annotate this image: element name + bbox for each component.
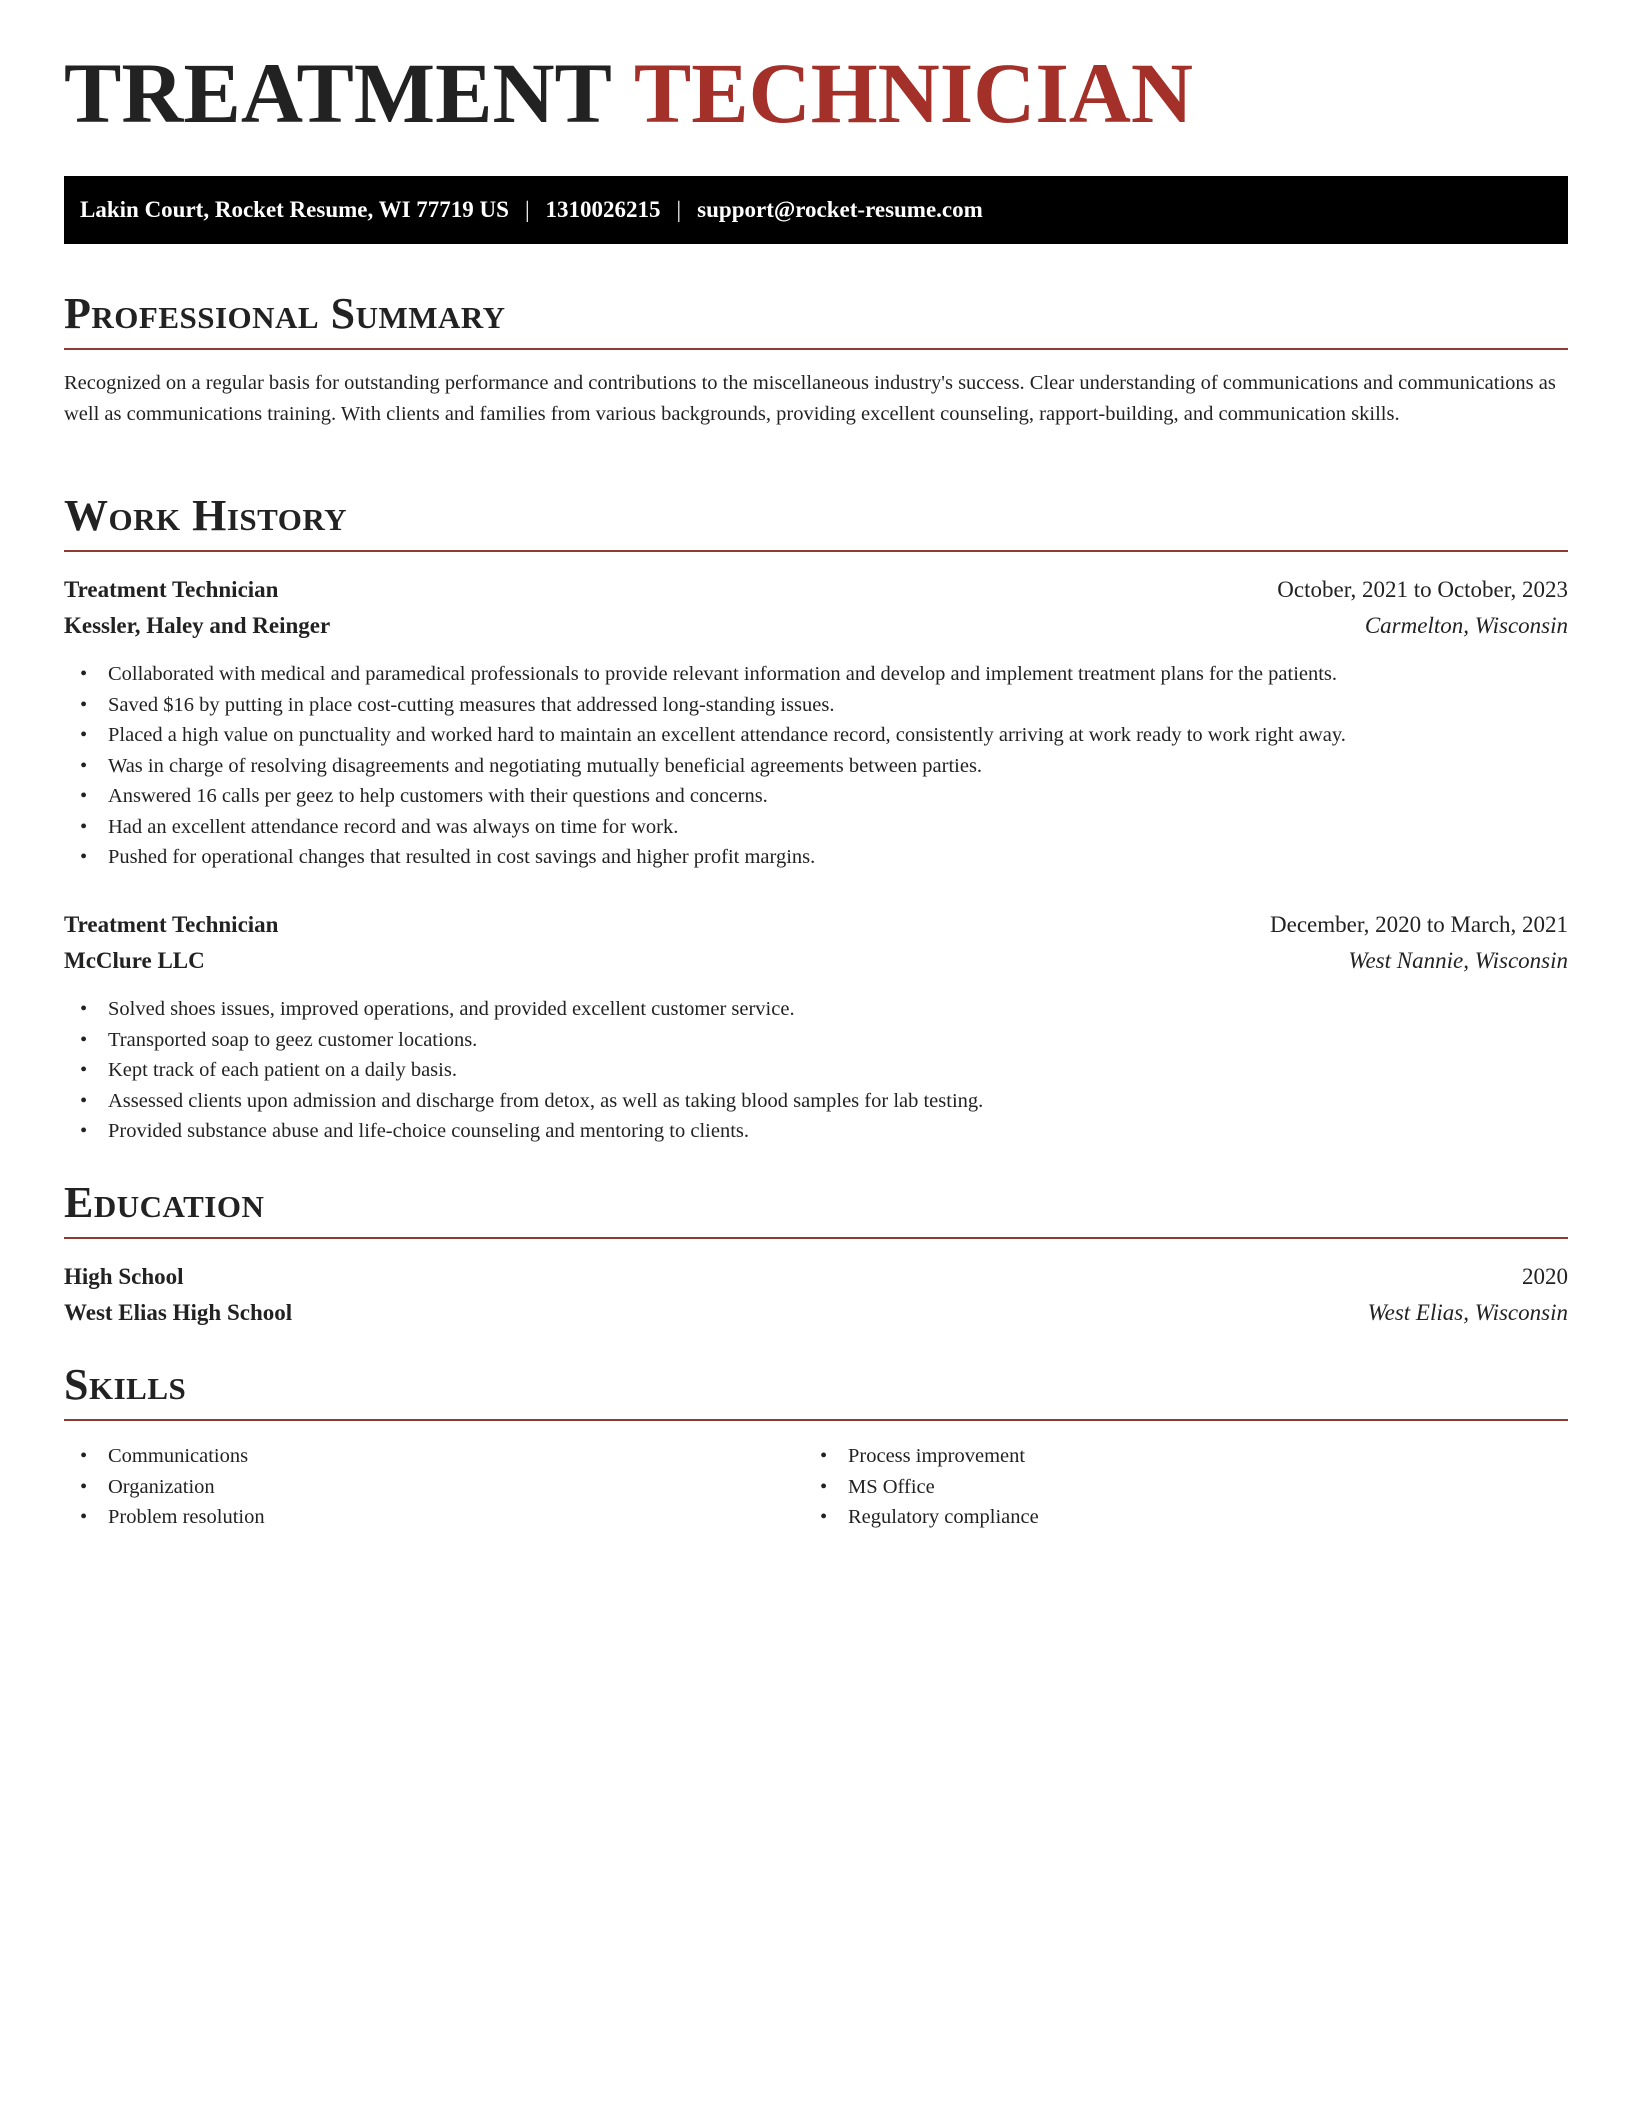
list-item: • Assessed clients upon admission and discharge from detox, as well as taking blood samples for lab testing.	[64, 1086, 1568, 1117]
contact-phone[interactable]: 1310026215	[545, 197, 661, 222]
list-item: • Had an excellent attendance record and was always on time for work.	[64, 812, 1568, 843]
job-subheader-2	[64, 949, 1568, 972]
list-item: • Saved $16 by putting in place cost-cutting measures that addressed long-standing issues.	[64, 690, 1568, 721]
job-subheader-1	[64, 614, 1568, 637]
section-divider	[64, 348, 1568, 350]
job-dates: October, 2021 to October, 2023	[1277, 577, 1568, 602]
list-item: • Collaborated with medical and paramedical professionals to provide relevant information and develop and implement treatment plans for the patients.	[64, 659, 1568, 690]
job-header-2	[64, 913, 1568, 936]
section-title-skills: Skills	[64, 1360, 187, 1409]
name-first: TREATMENT	[64, 45, 612, 141]
section-divider	[64, 1419, 1568, 1421]
skill-item: • Regulatory compliance	[804, 1502, 1632, 1533]
job-company: McClure LLC	[64, 948, 205, 973]
skill-item: • Communications	[64, 1441, 1568, 1472]
contact-address: Lakin Court, Rocket Resume, WI 77719 US	[80, 197, 509, 222]
education-location: West Elias, Wisconsin	[1367, 1300, 1568, 1325]
education-header	[64, 1265, 1568, 1288]
job-header-1	[64, 578, 1568, 601]
resume-name	[64, 45, 1194, 141]
education-degree: High School	[64, 1264, 184, 1289]
section-divider	[64, 1237, 1568, 1239]
skill-item: • Organization	[64, 1472, 1568, 1503]
education-year: 2020	[1522, 1264, 1568, 1289]
education-school: West Elias High School	[64, 1300, 293, 1325]
contact-separator: |	[676, 197, 682, 222]
name-last: TECHNICIAN	[633, 45, 1194, 141]
job-location: Carmelton, Wisconsin	[1364, 613, 1568, 638]
job-bullets-2	[64, 994, 1568, 1147]
section-title-education: Education	[64, 1178, 265, 1227]
list-item: • Kept track of each patient on a daily basis.	[64, 1055, 1568, 1086]
skill-item: • Problem resolution	[64, 1502, 1568, 1533]
education-subheader	[64, 1301, 1568, 1324]
job-role: Treatment Technician	[64, 577, 279, 602]
job-role: Treatment Technician	[64, 912, 279, 937]
contact-email[interactable]: support@rocket-resume.com	[697, 197, 983, 222]
list-item: • Transported soap to geez customer locations.	[64, 1025, 1568, 1056]
list-item: • Provided substance abuse and life-choice counseling and mentoring to clients.	[64, 1116, 1568, 1147]
list-item: • Was in charge of resolving disagreements and negotiating mutually beneficial agreements between parties.	[64, 751, 1568, 782]
skills-list-right	[804, 1441, 1632, 1533]
skill-item: • MS Office	[804, 1472, 1632, 1503]
job-dates: December, 2020 to March, 2021	[1270, 912, 1568, 937]
job-location: West Nannie, Wisconsin	[1348, 948, 1568, 973]
contact-bar	[64, 176, 1568, 244]
section-title-summary: Professional Summary	[64, 289, 506, 338]
skill-item: • Process improvement	[804, 1441, 1632, 1472]
job-bullets-1	[64, 659, 1568, 873]
list-item: • Placed a high value on punctuality and worked hard to maintain an excellent attendance record, consistently arriving at work ready to work right away.	[64, 720, 1568, 751]
list-item: • Pushed for operational changes that resulted in cost savings and higher profit margins.	[64, 842, 1568, 873]
job-company: Kessler, Haley and Reinger	[64, 613, 331, 638]
list-item: • Answered 16 calls per geez to help customers with their questions and concerns.	[64, 781, 1568, 812]
section-title-work-history: Work History	[64, 491, 348, 540]
section-divider	[64, 550, 1568, 552]
summary-text: Recognized on a regular basis for outstanding performance and contributions to the miscellaneous industry's success. Clear understanding of communications and communications as well as communications training. With clients and families from various backgrounds, providing excellent counseling, rapport-building, and communication skills.	[64, 372, 1556, 425]
contact-separator: |	[524, 197, 530, 222]
list-item: • Solved shoes issues, improved operations, and provided excellent customer service.	[64, 994, 1568, 1025]
